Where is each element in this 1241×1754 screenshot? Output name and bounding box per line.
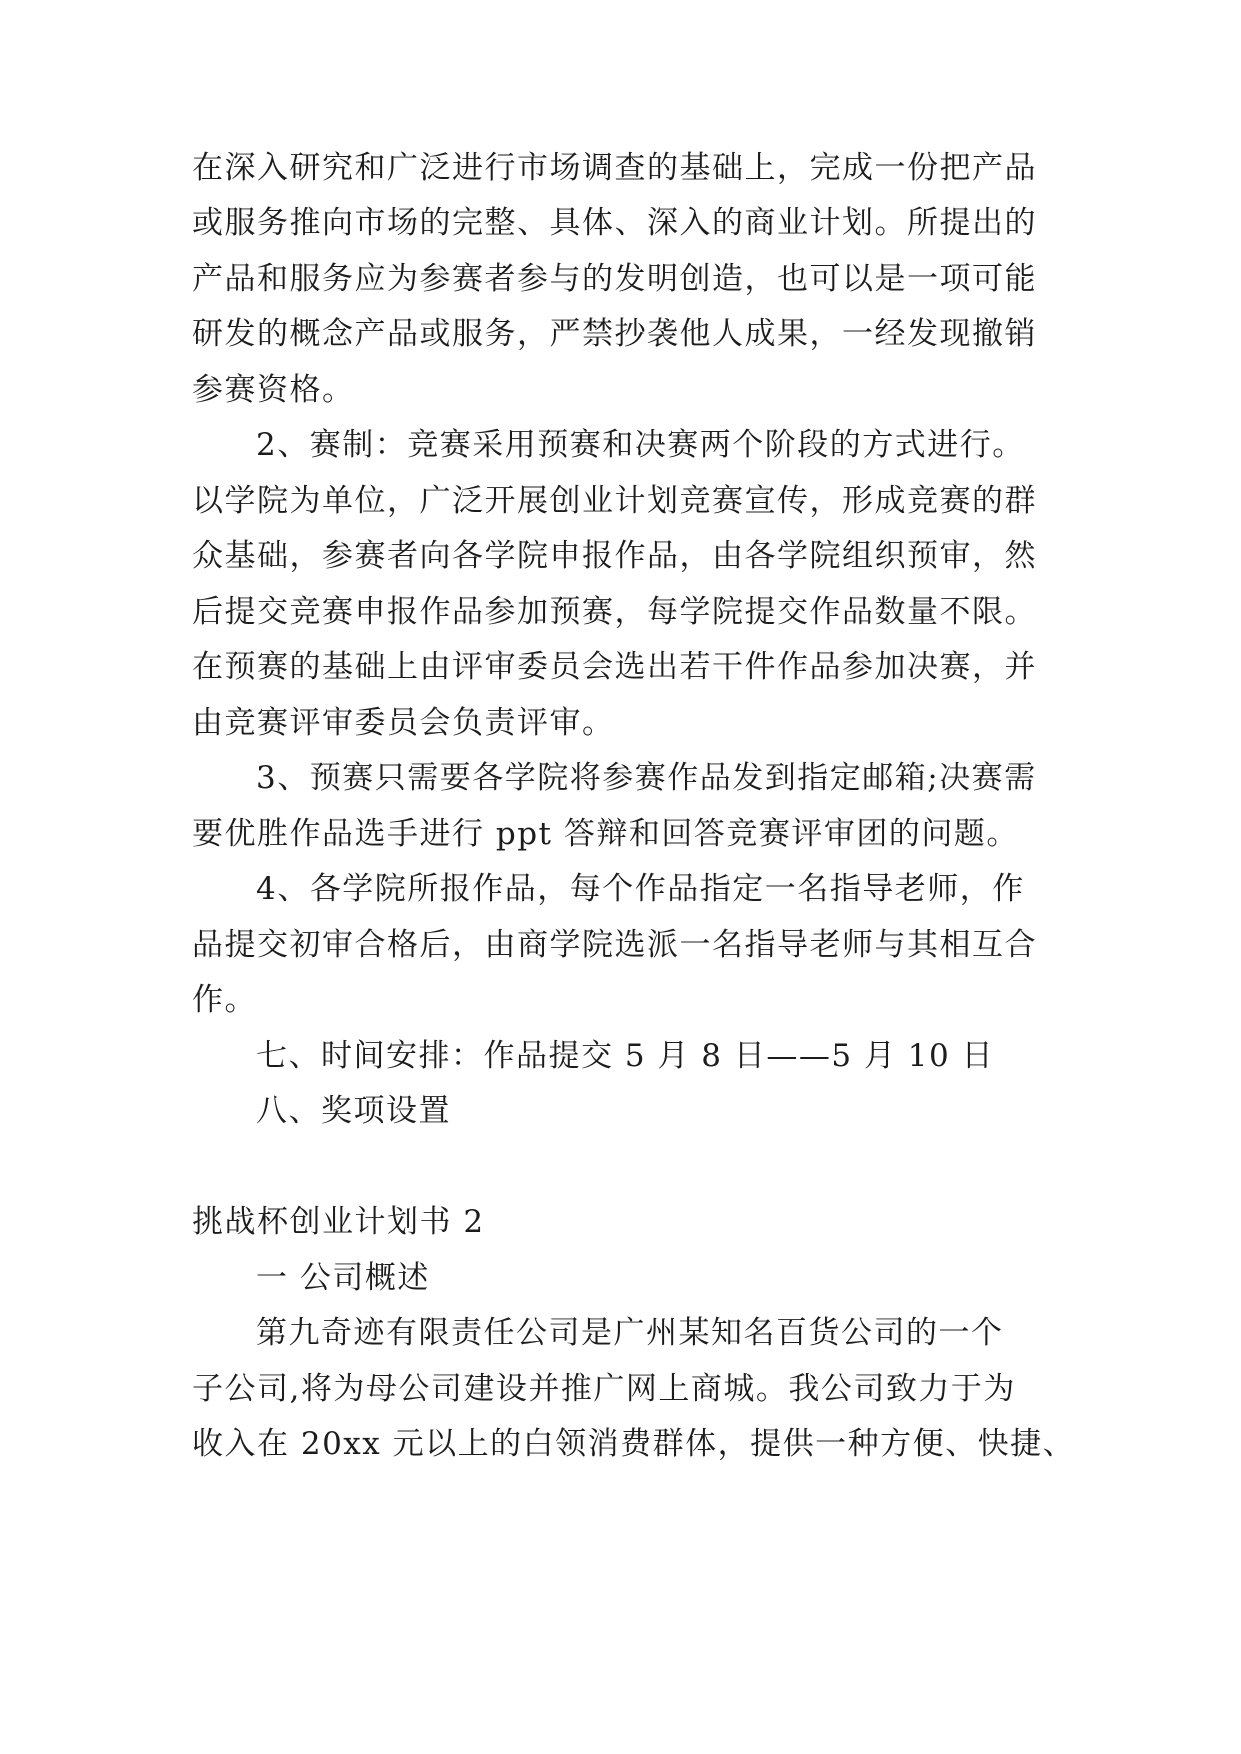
paragraph-2-line-2: 以学院为单位，广泛开展创业计划竞赛宣传，形成竞赛的群 — [192, 483, 1037, 519]
heading-company-overview: 一 公司概述 — [256, 1260, 430, 1296]
paragraph-4-line-2: 品提交初审合格后，由商学院选派一名指导老师与其相互合 — [192, 927, 1037, 963]
paragraph-4-line-3: 作。 — [192, 982, 257, 1018]
document-title: 挑战杯创业计划书 2 — [192, 1204, 485, 1240]
paragraph-3-line-1: 3、预赛只需要各学院将参赛作品发到指定邮箱;决赛需 — [256, 760, 1037, 796]
paragraph-2-line-5: 在预赛的基础上由评审委员会选出若干件作品参加决赛，并 — [192, 649, 1037, 685]
paragraph-3-line-2: 要优胜作品选手进行 ppt 答辩和回答竞赛评审团的问题。 — [192, 816, 1019, 852]
paragraph-5-line-3: 收入在 20xx 元以上的白领消费群体，提供一种方便、快捷、 — [192, 1426, 1076, 1462]
paragraph-4-line-1: 4、各学院所报作品，每个作品指定一名指导老师，作 — [256, 871, 1025, 907]
paragraph-1-line-1: 在深入研究和广泛进行市场调查的基础上，完成一份把产品 — [192, 150, 1037, 186]
section-8-heading: 八、奖项设置 — [256, 1093, 451, 1129]
paragraph-5-line-2: 子公司,将为母公司建设并推广网上商城。我公司致力于为 — [192, 1371, 1016, 1407]
paragraph-2-line-4: 后提交竞赛申报作品参加预赛，每学院提交作品数量不限。 — [192, 594, 1037, 630]
paragraph-1-line-3: 产品和服务应为参赛者参与的发明创造，也可以是一项可能 — [192, 261, 1037, 297]
paragraph-1-line-4: 研发的概念产品或服务，严禁抄袭他人成果，一经发现撤销 — [192, 316, 1037, 352]
paragraph-1-line-5: 参赛资格。 — [192, 372, 355, 408]
paragraph-2-line-6: 由竞赛评审委员会负责评审。 — [192, 705, 615, 741]
paragraph-2-line-1: 2、赛制：竞赛采用预赛和决赛两个阶段的方式进行。 — [256, 427, 1025, 463]
paragraph-5-line-1: 第九奇迹有限责任公司是广州某知名百货公司的一个 — [256, 1315, 1004, 1351]
section-7-heading: 七、时间安排：作品提交 5 月 8 日——5 月 10 日 — [256, 1038, 995, 1074]
paragraph-1-line-2: 或服务推向市场的完整、具体、深入的商业计划。所提出的 — [192, 205, 1037, 241]
paragraph-2-line-3: 众基础，参赛者向各学院申报作品，由各学院组织预审，然 — [192, 538, 1037, 574]
